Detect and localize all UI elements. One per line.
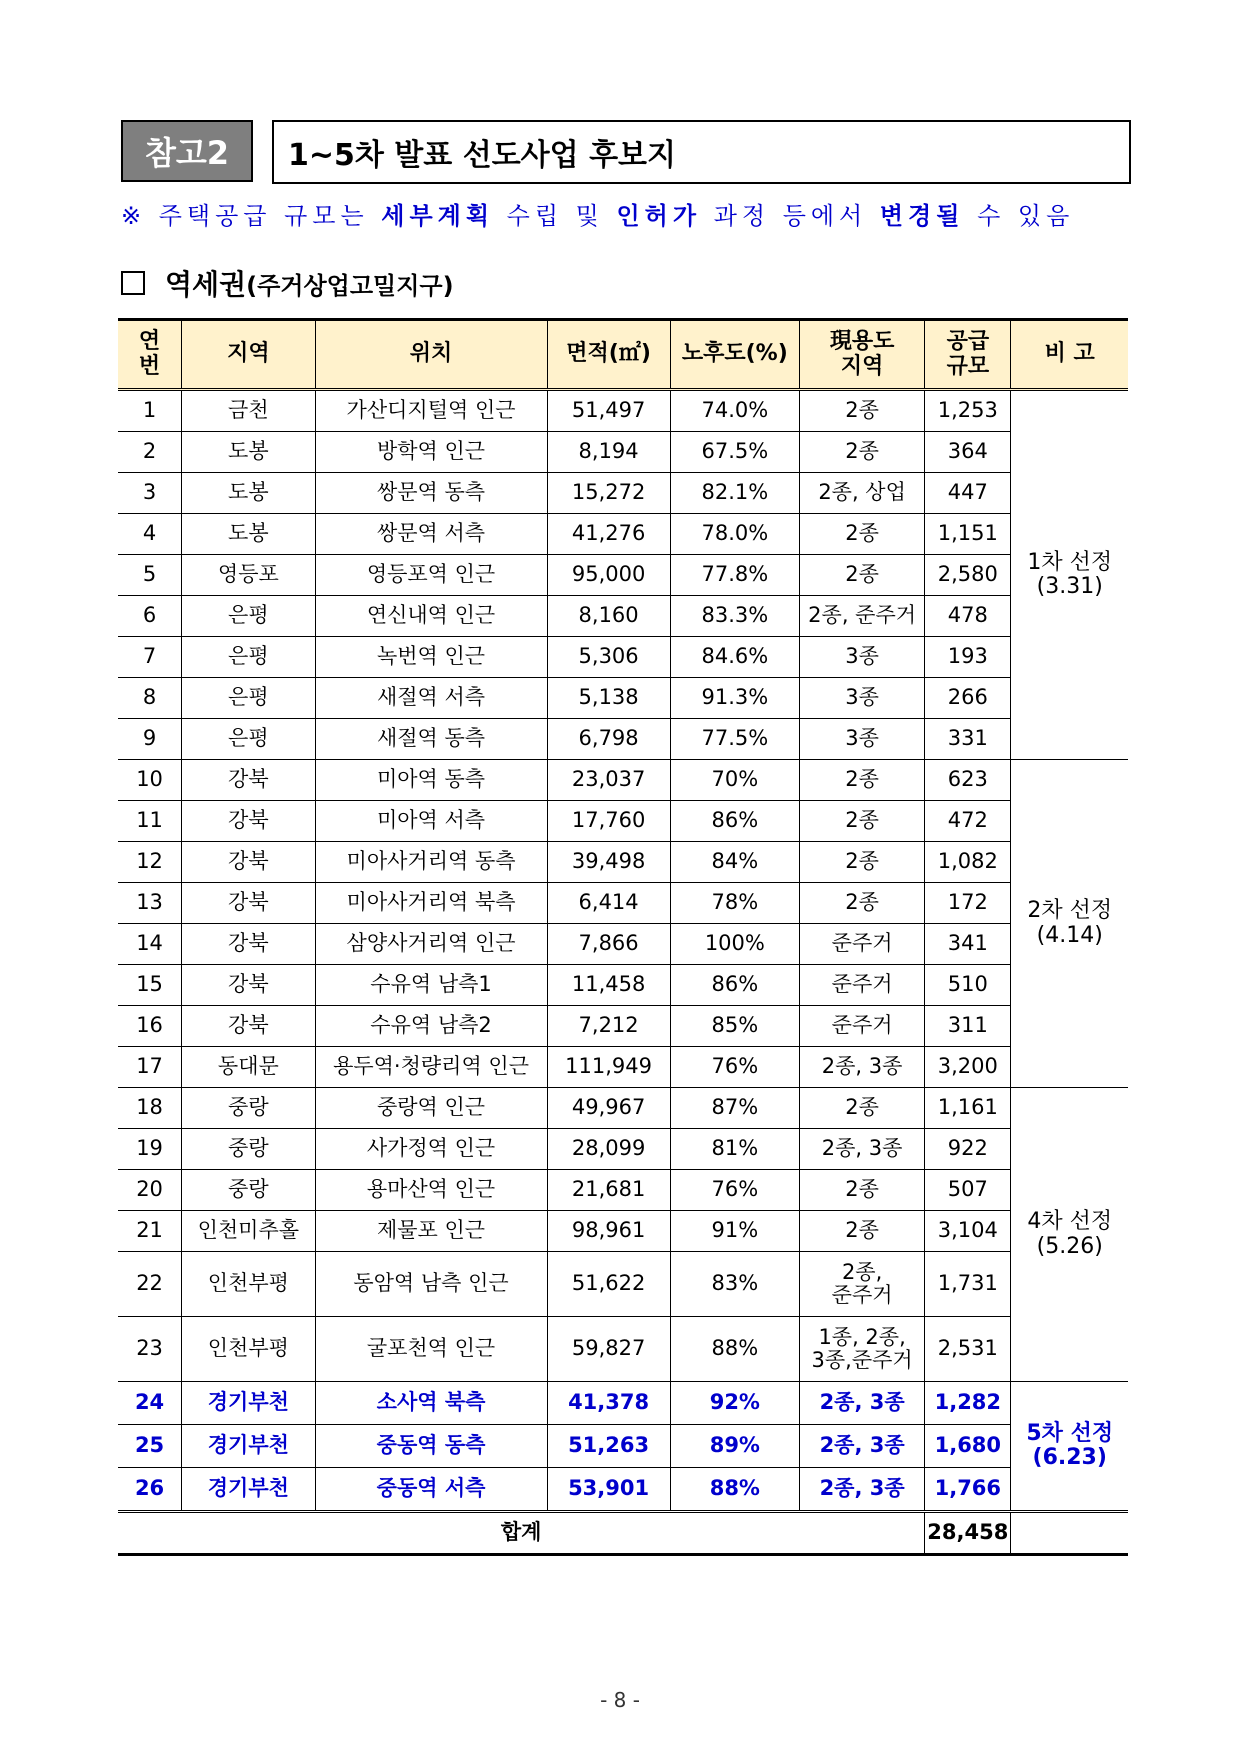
area-cell: 7,212 bbox=[547, 1006, 670, 1047]
seq-cell: 20 bbox=[118, 1170, 182, 1211]
location-cell: 미아사거리역 북측 bbox=[315, 883, 547, 924]
zoning-cell: 2종 bbox=[800, 883, 925, 924]
region-cell: 강북 bbox=[182, 1006, 315, 1047]
table-row bbox=[118, 1317, 1128, 1382]
aging-cell: 81% bbox=[670, 1129, 799, 1170]
area-cell: 41,276 bbox=[547, 514, 670, 555]
supply-cell: 1,282 bbox=[925, 1382, 1011, 1425]
location-cell: 중랑역 인근 bbox=[315, 1088, 547, 1129]
location-cell: 새절역 동측 bbox=[315, 719, 547, 760]
aging-cell: 67.5% bbox=[670, 432, 799, 473]
area-cell: 23,037 bbox=[547, 760, 670, 801]
location-cell: 사가정역 인근 bbox=[315, 1129, 547, 1170]
aging-cell: 86% bbox=[670, 965, 799, 1006]
remark-cell: 1차 선정 (3.31) bbox=[1011, 390, 1128, 760]
region-cell: 강북 bbox=[182, 965, 315, 1006]
location-cell: 중동역 서측 bbox=[315, 1468, 547, 1512]
area-cell: 28,099 bbox=[547, 1129, 670, 1170]
checkbox-square-icon bbox=[121, 271, 145, 295]
supply-cell: 1,766 bbox=[925, 1468, 1011, 1512]
region-cell: 금천 bbox=[182, 390, 315, 432]
seq-cell: 9 bbox=[118, 719, 182, 760]
section-title: 역세권 bbox=[165, 268, 247, 301]
table-row bbox=[118, 1006, 1128, 1047]
remark-cell: 2차 선정 (4.14) bbox=[1011, 760, 1128, 1088]
area-header: 면적(㎡) bbox=[547, 320, 670, 390]
aging-cell: 89% bbox=[670, 1425, 799, 1468]
zoning-cell: 2종, 3종 bbox=[800, 1382, 925, 1425]
area-cell: 53,901 bbox=[547, 1468, 670, 1512]
table-row bbox=[118, 390, 1128, 432]
aging-cell: 88% bbox=[670, 1468, 799, 1512]
zoning-cell: 2종 bbox=[800, 390, 925, 432]
aging-cell: 78% bbox=[670, 883, 799, 924]
zoning-cell: 준주거 bbox=[800, 1006, 925, 1047]
supply-cell: 193 bbox=[925, 637, 1011, 678]
region-cell: 인천미추홀 bbox=[182, 1211, 315, 1252]
supply-cell: 3,200 bbox=[925, 1047, 1011, 1088]
seq-cell: 4 bbox=[118, 514, 182, 555]
table-row bbox=[118, 1129, 1128, 1170]
header bbox=[121, 120, 1131, 186]
area-cell: 39,498 bbox=[547, 842, 670, 883]
aging-cell: 76% bbox=[670, 1170, 799, 1211]
region-cell: 도봉 bbox=[182, 514, 315, 555]
seq-cell: 24 bbox=[118, 1382, 182, 1425]
aging-cell: 100% bbox=[670, 924, 799, 965]
seq-cell: 7 bbox=[118, 637, 182, 678]
table-row bbox=[118, 719, 1128, 760]
table-row bbox=[118, 637, 1128, 678]
aging-cell: 87% bbox=[670, 1088, 799, 1129]
supply-cell: 472 bbox=[925, 801, 1011, 842]
aging-cell: 74.0% bbox=[670, 390, 799, 432]
area-cell: 49,967 bbox=[547, 1088, 670, 1129]
supply-cell: 1,151 bbox=[925, 514, 1011, 555]
area-cell: 8,194 bbox=[547, 432, 670, 473]
region-cell: 강북 bbox=[182, 801, 315, 842]
seq-cell: 2 bbox=[118, 432, 182, 473]
seq-cell: 25 bbox=[118, 1425, 182, 1468]
table-row bbox=[118, 965, 1128, 1006]
table-row bbox=[118, 1047, 1128, 1088]
aging-cell: 83% bbox=[670, 1252, 799, 1317]
location-cell: 수유역 남측1 bbox=[315, 965, 547, 1006]
table-row bbox=[118, 555, 1128, 596]
zoning-header: 現용도 지역 bbox=[800, 320, 925, 390]
location-cell: 미아역 서측 bbox=[315, 801, 547, 842]
location-cell: 굴포천역 인근 bbox=[315, 1317, 547, 1382]
region-cell: 경기부천 bbox=[182, 1468, 315, 1512]
supply-cell: 447 bbox=[925, 473, 1011, 514]
seq-cell: 12 bbox=[118, 842, 182, 883]
zoning-cell: 준주거 bbox=[800, 924, 925, 965]
table-header-row bbox=[118, 320, 1128, 390]
page-title: 1~5차 발표 선도사업 후보지 bbox=[272, 120, 1131, 184]
region-cell: 중랑 bbox=[182, 1170, 315, 1211]
location-cell: 가산디지털역 인근 bbox=[315, 390, 547, 432]
area-cell: 111,949 bbox=[547, 1047, 670, 1088]
zoning-cell: 2종, 준주거 bbox=[800, 1252, 925, 1317]
table-row bbox=[118, 883, 1128, 924]
seq-cell: 26 bbox=[118, 1468, 182, 1512]
aging-cell: 88% bbox=[670, 1317, 799, 1382]
location-cell: 용마산역 인근 bbox=[315, 1170, 547, 1211]
table-row bbox=[118, 514, 1128, 555]
zoning-cell: 2종 bbox=[800, 514, 925, 555]
location-cell: 미아사거리역 동측 bbox=[315, 842, 547, 883]
supply-cell: 507 bbox=[925, 1170, 1011, 1211]
area-cell: 17,760 bbox=[547, 801, 670, 842]
region-cell: 인천부평 bbox=[182, 1317, 315, 1382]
supply-cell: 478 bbox=[925, 596, 1011, 637]
aging-cell: 83.3% bbox=[670, 596, 799, 637]
area-cell: 15,272 bbox=[547, 473, 670, 514]
zoning-cell: 2종 bbox=[800, 1170, 925, 1211]
zoning-cell: 2종 bbox=[800, 432, 925, 473]
region-cell: 중랑 bbox=[182, 1129, 315, 1170]
aging-cell: 84.6% bbox=[670, 637, 799, 678]
area-cell: 5,306 bbox=[547, 637, 670, 678]
seq-cell: 17 bbox=[118, 1047, 182, 1088]
supply-cell: 341 bbox=[925, 924, 1011, 965]
location-cell: 수유역 남측2 bbox=[315, 1006, 547, 1047]
table-row bbox=[118, 801, 1128, 842]
seq-cell: 13 bbox=[118, 883, 182, 924]
location-cell: 영등포역 인근 bbox=[315, 555, 547, 596]
seq-cell: 21 bbox=[118, 1211, 182, 1252]
zoning-cell: 2종, 상업 bbox=[800, 473, 925, 514]
region-cell: 은평 bbox=[182, 596, 315, 637]
zoning-cell: 3종 bbox=[800, 719, 925, 760]
zoning-cell: 2종 bbox=[800, 1088, 925, 1129]
total-remark-cell bbox=[1011, 1512, 1128, 1555]
region-cell: 인천부평 bbox=[182, 1252, 315, 1317]
zoning-cell: 2종, 3종 bbox=[800, 1425, 925, 1468]
supply-cell: 1,731 bbox=[925, 1252, 1011, 1317]
area-cell: 11,458 bbox=[547, 965, 670, 1006]
location-cell: 소사역 북측 bbox=[315, 1382, 547, 1425]
seq-cell: 15 bbox=[118, 965, 182, 1006]
zoning-cell: 1종, 2종, 3종,준주거 bbox=[800, 1317, 925, 1382]
table-row bbox=[118, 1382, 1128, 1425]
aging-cell: 84% bbox=[670, 842, 799, 883]
zoning-cell: 2종, 3종 bbox=[800, 1047, 925, 1088]
region-cell: 은평 bbox=[182, 637, 315, 678]
page-number: - 8 - bbox=[600, 1688, 640, 1712]
region-cell: 경기부천 bbox=[182, 1382, 315, 1425]
region-cell: 강북 bbox=[182, 883, 315, 924]
section-subtitle: (주거상업고밀지구) bbox=[246, 271, 454, 300]
seq-header: 연 번 bbox=[118, 320, 182, 390]
candidate-table bbox=[118, 318, 1128, 1556]
area-cell: 7,866 bbox=[547, 924, 670, 965]
zoning-cell: 2종 bbox=[800, 842, 925, 883]
aging-cell: 78.0% bbox=[670, 514, 799, 555]
seq-cell: 23 bbox=[118, 1317, 182, 1382]
supply-cell: 266 bbox=[925, 678, 1011, 719]
location-cell: 제물포 인근 bbox=[315, 1211, 547, 1252]
supply-cell: 3,104 bbox=[925, 1211, 1011, 1252]
area-cell: 6,798 bbox=[547, 719, 670, 760]
region-cell: 은평 bbox=[182, 719, 315, 760]
table-row bbox=[118, 432, 1128, 473]
table-row bbox=[118, 1170, 1128, 1211]
area-cell: 59,827 bbox=[547, 1317, 670, 1382]
remark-cell: 5차 선정 (6.23) bbox=[1011, 1382, 1128, 1512]
seq-cell: 18 bbox=[118, 1088, 182, 1129]
zoning-cell: 2종 bbox=[800, 801, 925, 842]
aging-cell: 91% bbox=[670, 1211, 799, 1252]
supply-cell: 1,161 bbox=[925, 1088, 1011, 1129]
aging-cell: 92% bbox=[670, 1382, 799, 1425]
aging-header: 노후도(%) bbox=[670, 320, 799, 390]
region-cell: 강북 bbox=[182, 842, 315, 883]
seq-cell: 10 bbox=[118, 760, 182, 801]
area-cell: 51,622 bbox=[547, 1252, 670, 1317]
supply-cell: 2,580 bbox=[925, 555, 1011, 596]
location-cell: 삼양사거리역 인근 bbox=[315, 924, 547, 965]
table-row bbox=[118, 1425, 1128, 1468]
supply-cell: 364 bbox=[925, 432, 1011, 473]
region-cell: 강북 bbox=[182, 924, 315, 965]
seq-cell: 1 bbox=[118, 390, 182, 432]
zoning-cell: 2종, 3종 bbox=[800, 1129, 925, 1170]
supply-cell: 623 bbox=[925, 760, 1011, 801]
region-cell: 영등포 bbox=[182, 555, 315, 596]
location-cell: 쌍문역 서측 bbox=[315, 514, 547, 555]
supply-cell: 311 bbox=[925, 1006, 1011, 1047]
region-cell: 강북 bbox=[182, 760, 315, 801]
aging-cell: 77.8% bbox=[670, 555, 799, 596]
table-row bbox=[118, 1468, 1128, 1512]
location-cell: 새절역 서측 bbox=[315, 678, 547, 719]
supply-cell: 2,531 bbox=[925, 1317, 1011, 1382]
table-body bbox=[118, 390, 1128, 1555]
table-row bbox=[118, 596, 1128, 637]
table-row bbox=[118, 760, 1128, 801]
location-header: 위치 bbox=[315, 320, 547, 390]
table-row bbox=[118, 1088, 1128, 1129]
aging-cell: 76% bbox=[670, 1047, 799, 1088]
area-cell: 8,160 bbox=[547, 596, 670, 637]
area-cell: 98,961 bbox=[547, 1211, 670, 1252]
supply-cell: 922 bbox=[925, 1129, 1011, 1170]
zoning-cell: 3종 bbox=[800, 678, 925, 719]
supply-header: 공급 규모 bbox=[925, 320, 1011, 390]
seq-cell: 16 bbox=[118, 1006, 182, 1047]
remark-cell: 4차 선정 (5.26) bbox=[1011, 1088, 1128, 1382]
aging-cell: 82.1% bbox=[670, 473, 799, 514]
region-cell: 중랑 bbox=[182, 1088, 315, 1129]
seq-cell: 14 bbox=[118, 924, 182, 965]
aging-cell: 91.3% bbox=[670, 678, 799, 719]
area-cell: 6,414 bbox=[547, 883, 670, 924]
reference-tag: 참고2 bbox=[121, 120, 253, 182]
supply-cell: 331 bbox=[925, 719, 1011, 760]
region-header: 지역 bbox=[182, 320, 315, 390]
supply-cell: 172 bbox=[925, 883, 1011, 924]
region-cell: 경기부천 bbox=[182, 1425, 315, 1468]
table-row bbox=[118, 1252, 1128, 1317]
location-cell: 녹번역 인근 bbox=[315, 637, 547, 678]
table-row bbox=[118, 678, 1128, 719]
aging-cell: 86% bbox=[670, 801, 799, 842]
supply-cell: 510 bbox=[925, 965, 1011, 1006]
location-cell: 쌍문역 동측 bbox=[315, 473, 547, 514]
zoning-cell: 2종 bbox=[800, 1211, 925, 1252]
location-cell: 연신내역 인근 bbox=[315, 596, 547, 637]
zoning-cell: 2종, 준주거 bbox=[800, 596, 925, 637]
location-cell: 미아역 동측 bbox=[315, 760, 547, 801]
table-row bbox=[118, 842, 1128, 883]
table-row bbox=[118, 473, 1128, 514]
aging-cell: 77.5% bbox=[670, 719, 799, 760]
zoning-cell: 준주거 bbox=[800, 965, 925, 1006]
region-cell: 동대문 bbox=[182, 1047, 315, 1088]
zoning-cell: 2종 bbox=[800, 555, 925, 596]
total-row bbox=[118, 1512, 1128, 1555]
seq-cell: 6 bbox=[118, 596, 182, 637]
zoning-cell: 3종 bbox=[800, 637, 925, 678]
remark-header: 비 고 bbox=[1011, 320, 1128, 390]
aging-cell: 70% bbox=[670, 760, 799, 801]
location-cell: 중동역 동측 bbox=[315, 1425, 547, 1468]
seq-cell: 19 bbox=[118, 1129, 182, 1170]
seq-cell: 8 bbox=[118, 678, 182, 719]
supply-cell: 1,082 bbox=[925, 842, 1011, 883]
location-cell: 동암역 남측 인근 bbox=[315, 1252, 547, 1317]
location-cell: 방학역 인근 bbox=[315, 432, 547, 473]
supply-cell: 1,253 bbox=[925, 390, 1011, 432]
note-text: ※ 주택공급 규모는 세부계획 수립 및 인허가 과정 등에서 변경될 수 있음 bbox=[121, 202, 1075, 230]
seq-cell: 22 bbox=[118, 1252, 182, 1317]
supply-cell: 1,680 bbox=[925, 1425, 1011, 1468]
area-cell: 95,000 bbox=[547, 555, 670, 596]
seq-cell: 3 bbox=[118, 473, 182, 514]
total-value: 28,458 bbox=[925, 1512, 1011, 1555]
area-cell: 21,681 bbox=[547, 1170, 670, 1211]
region-cell: 도봉 bbox=[182, 432, 315, 473]
zoning-cell: 2종 bbox=[800, 760, 925, 801]
total-label: 합계 bbox=[118, 1512, 925, 1555]
table-row bbox=[118, 1211, 1128, 1252]
area-cell: 51,497 bbox=[547, 390, 670, 432]
zoning-cell: 2종, 3종 bbox=[800, 1468, 925, 1512]
seq-cell: 11 bbox=[118, 801, 182, 842]
location-cell: 용두역·청량리역 인근 bbox=[315, 1047, 547, 1088]
region-cell: 도봉 bbox=[182, 473, 315, 514]
seq-cell: 5 bbox=[118, 555, 182, 596]
section-heading bbox=[121, 263, 454, 303]
area-cell: 5,138 bbox=[547, 678, 670, 719]
table-row bbox=[118, 924, 1128, 965]
region-cell: 은평 bbox=[182, 678, 315, 719]
area-cell: 51,263 bbox=[547, 1425, 670, 1468]
aging-cell: 85% bbox=[670, 1006, 799, 1047]
area-cell: 41,378 bbox=[547, 1382, 670, 1425]
